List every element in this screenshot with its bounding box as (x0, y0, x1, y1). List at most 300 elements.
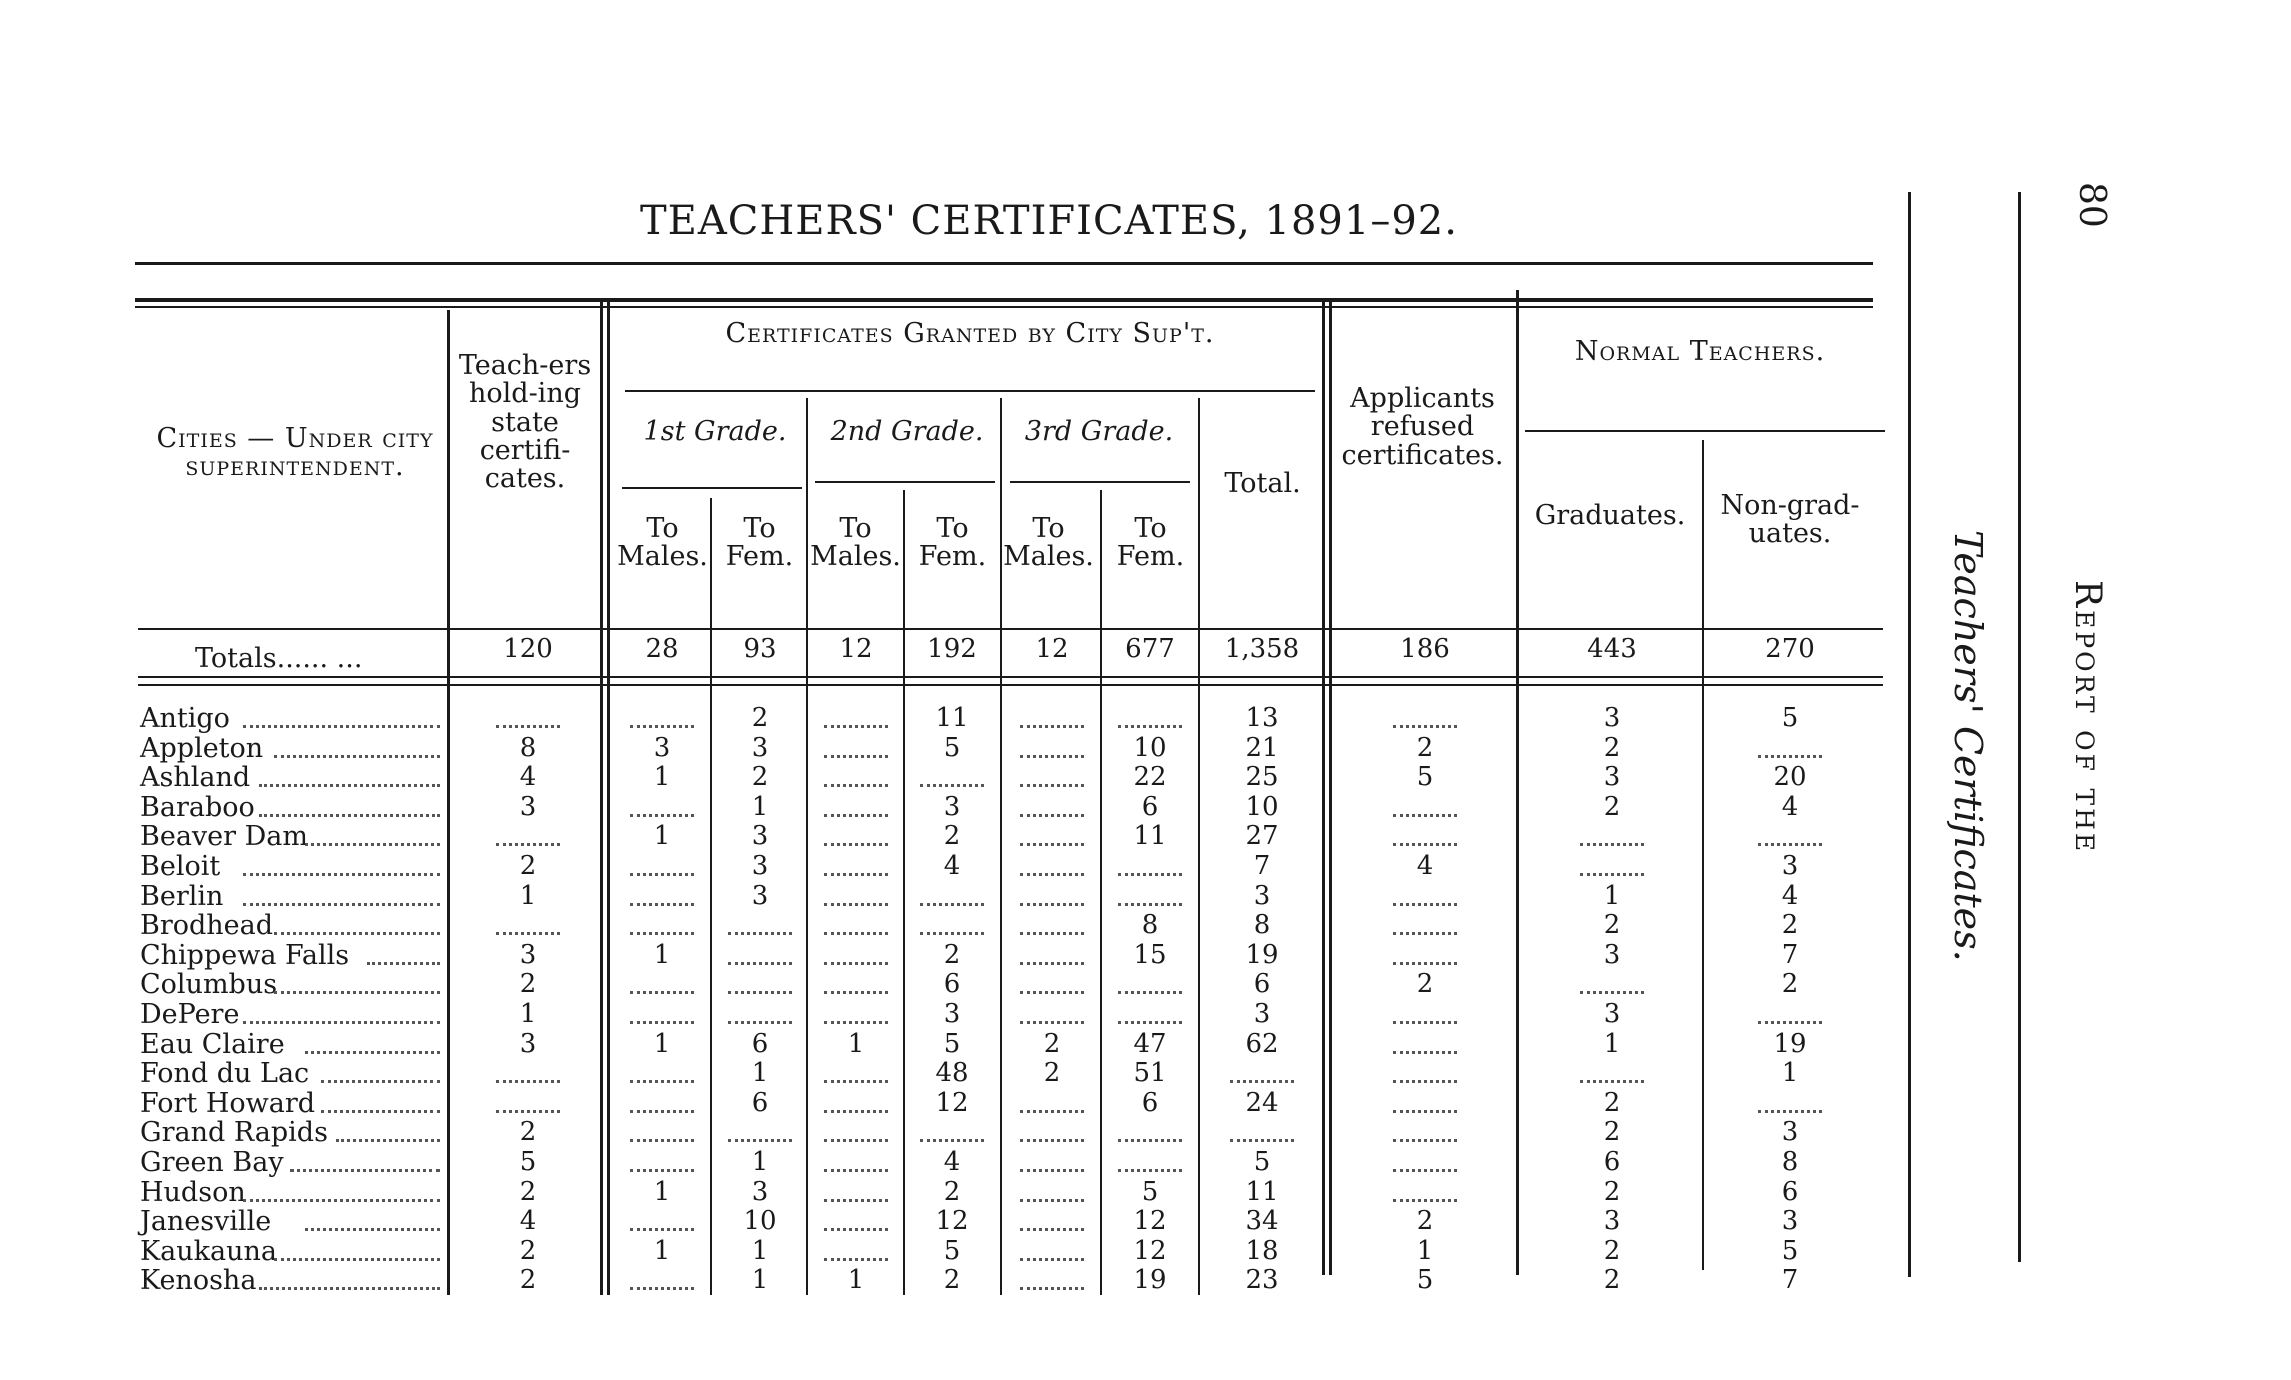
cell-g1-males: 1 (653, 1176, 671, 1207)
cell-state-certs: 2 (519, 1117, 537, 1148)
cell-graduates: 2 (1603, 1117, 1621, 1148)
empty-cell (920, 784, 984, 787)
empty-cell (1020, 1110, 1084, 1113)
empty-cell (630, 725, 694, 728)
empty-cell (1020, 843, 1084, 846)
cell-refused: 2 (1416, 969, 1434, 1000)
cell-g1-males: 1 (653, 821, 671, 852)
empty-cell (824, 1110, 888, 1113)
cell-g3-fem: 51 (1133, 1058, 1167, 1089)
empty-cell (496, 1080, 560, 1083)
cell-g2-fem: 3 (943, 999, 961, 1029)
header-certificates-granted: Certificates Granted by City Sup't. (725, 318, 1215, 349)
leader-dots (259, 784, 441, 787)
leader-dots (321, 1110, 441, 1113)
cell-g2-fem: 12 (935, 1087, 969, 1118)
cell-graduates: 2 (1603, 1265, 1621, 1296)
empty-cell (824, 991, 888, 994)
empty-cell (1118, 1169, 1182, 1172)
leader-dots (274, 755, 440, 758)
empty-cell (1580, 1080, 1644, 1083)
empty-cell (824, 932, 888, 935)
cell-g1-fem: 3 (751, 851, 769, 881)
city-name: Chippewa Falls (140, 939, 350, 971)
cell-non-graduates: 5 (1781, 703, 1799, 733)
empty-cell (1393, 932, 1457, 935)
vline-9b (1329, 300, 1332, 1275)
totals-non-graduates: 270 (1765, 634, 1815, 664)
cell-total: 3 (1253, 999, 1271, 1029)
cell-g2-fem: 48 (935, 1058, 969, 1089)
cell-graduates: 3 (1603, 1206, 1621, 1237)
cell-refused: 1 (1416, 1235, 1434, 1266)
cell-total: 6 (1253, 969, 1271, 1000)
cell-graduates: 1 (1603, 1028, 1621, 1059)
rule-under-normal (1525, 430, 1885, 432)
cell-total: 34 (1245, 1206, 1279, 1237)
cell-graduates: 2 (1603, 1235, 1621, 1266)
cell-non-graduates: 7 (1781, 939, 1799, 970)
empty-cell (1020, 725, 1084, 728)
cell-total: 11 (1245, 1176, 1279, 1207)
cell-graduates: 3 (1603, 703, 1621, 733)
empty-cell (630, 873, 694, 876)
empty-cell (728, 962, 792, 965)
cell-g2-fem: 11 (935, 703, 969, 733)
cell-total: 21 (1245, 732, 1279, 763)
city-name: Ashland (140, 762, 251, 794)
cell-total: 23 (1245, 1265, 1279, 1296)
empty-cell (1393, 962, 1457, 965)
header-graduates: Graduates. (1534, 500, 1686, 531)
cell-state-certs: 1 (519, 880, 537, 911)
empty-cell (1393, 903, 1457, 906)
vline-8 (1198, 398, 1200, 1295)
cell-g1-males: 1 (653, 1028, 671, 1059)
cell-g1-fem: 1 (751, 791, 769, 822)
empty-cell (1580, 991, 1644, 994)
cell-g1-males: 1 (653, 762, 671, 793)
empty-cell (1393, 1139, 1457, 1142)
rule-under-grade1 (622, 487, 802, 489)
vline-5 (903, 490, 905, 1295)
cell-refused: 5 (1416, 762, 1434, 793)
leader-dots (367, 962, 440, 965)
city-name: Berlin (140, 880, 224, 912)
totals-refused: 186 (1400, 634, 1450, 664)
leader-dots (259, 814, 441, 817)
header-teachers-state: Teach-ers hold-ing state certifi-cates. (458, 350, 592, 495)
empty-cell (1020, 991, 1084, 994)
empty-cell (1020, 1199, 1084, 1202)
city-name: DePere (140, 999, 240, 1030)
cell-non-graduates: 2 (1781, 969, 1799, 1000)
cell-non-graduates: 2 (1781, 910, 1799, 941)
cell-graduates: 2 (1603, 910, 1621, 941)
leader-dots (305, 843, 440, 846)
empty-cell (824, 843, 888, 846)
cell-graduates: 2 (1603, 732, 1621, 763)
leader-dots (243, 1021, 440, 1024)
empty-cell (1393, 814, 1457, 817)
cell-g2-fem: 4 (943, 1147, 961, 1177)
vline-2b (607, 300, 610, 1295)
empty-cell (1118, 903, 1182, 906)
cell-total: 25 (1245, 762, 1279, 793)
leader-dots (336, 1139, 440, 1142)
empty-cell (1393, 1199, 1457, 1202)
empty-cell (824, 814, 888, 817)
leader-dots (290, 1169, 441, 1172)
cell-state-certs: 4 (519, 762, 537, 793)
cell-g2-fem: 2 (943, 939, 961, 970)
empty-cell (824, 1080, 888, 1083)
empty-cell (630, 903, 694, 906)
cell-total: 19 (1245, 939, 1279, 970)
empty-cell (630, 1169, 694, 1172)
cell-g2-fem: 6 (943, 969, 961, 1000)
cell-g3-fem: 8 (1141, 910, 1159, 941)
rule-below-totals-2 (138, 684, 1883, 686)
empty-cell (824, 755, 888, 758)
empty-cell (496, 725, 560, 728)
totals-label: Totals...... ... (195, 643, 363, 674)
leader-dots (259, 1287, 441, 1290)
cell-g1-fem: 1 (751, 1235, 769, 1266)
vline-11 (1702, 440, 1704, 1270)
city-name: Beaver Dam (140, 821, 308, 853)
header-g3-males: To Males. (1003, 513, 1094, 573)
cell-non-graduates: 20 (1773, 762, 1807, 793)
empty-cell (824, 1139, 888, 1142)
empty-cell (824, 1199, 888, 1202)
page-number: 80 (2071, 182, 2112, 228)
running-title: Teachers' Certificates. (1946, 530, 1990, 962)
cell-g1-fem: 3 (751, 880, 769, 911)
cell-non-graduates: 6 (1781, 1176, 1799, 1207)
report-header: Report of the (2067, 580, 2108, 855)
empty-cell (1758, 1021, 1822, 1024)
cell-g1-fem: 3 (751, 732, 769, 763)
top-rule (135, 262, 1873, 265)
cell-non-graduates: 4 (1781, 880, 1799, 911)
empty-cell (1020, 962, 1084, 965)
empty-cell (496, 843, 560, 846)
rule-above-totals (138, 628, 1883, 630)
header-normal-teachers: Normal Teachers. (1574, 336, 1826, 367)
cell-g3-males: 2 (1043, 1028, 1061, 1059)
cell-graduates: 3 (1603, 762, 1621, 793)
cell-g1-fem: 2 (751, 762, 769, 793)
empty-cell (630, 1110, 694, 1113)
cell-g2-fem: 5 (943, 1028, 961, 1059)
cell-g2-fem: 12 (935, 1206, 969, 1237)
rule-under-granted (625, 390, 1315, 392)
empty-cell (630, 1287, 694, 1290)
cell-g1-fem: 3 (751, 821, 769, 852)
rule-under-grade2 (815, 481, 995, 483)
cell-non-graduates: 7 (1781, 1265, 1799, 1296)
empty-cell (1020, 903, 1084, 906)
cell-refused: 2 (1416, 732, 1434, 763)
header-g1-fem: To Fem. (725, 513, 794, 573)
city-name: Columbus (140, 969, 278, 1001)
cell-state-certs: 3 (519, 791, 537, 822)
cell-non-graduates: 8 (1781, 1147, 1799, 1177)
cell-graduates: 3 (1603, 939, 1621, 970)
cell-graduates: 6 (1603, 1147, 1621, 1177)
empty-cell (1393, 1051, 1457, 1054)
empty-cell (1393, 725, 1457, 728)
header-refused: Applicants refused certificates. (1341, 383, 1504, 471)
leader-dots (321, 1080, 441, 1083)
city-name: Eau Claire (140, 1028, 285, 1060)
empty-cell (1020, 1139, 1084, 1142)
empty-cell (920, 903, 984, 906)
city-name: Green Bay (140, 1147, 284, 1178)
empty-cell (1020, 1228, 1084, 1231)
totals-total: 1,358 (1224, 634, 1300, 664)
empty-cell (630, 1080, 694, 1083)
empty-cell (630, 814, 694, 817)
cell-g3-fem: 10 (1133, 732, 1167, 763)
cell-g2-fem: 2 (943, 821, 961, 852)
leader-dots (305, 1051, 440, 1054)
empty-cell (1393, 1080, 1457, 1083)
empty-cell (1020, 814, 1084, 817)
empty-cell (824, 1228, 888, 1231)
empty-cell (1580, 873, 1644, 876)
cell-graduates: 2 (1603, 1176, 1621, 1207)
vline-1 (447, 310, 450, 1295)
empty-cell (1393, 1021, 1457, 1024)
empty-cell (728, 932, 792, 935)
cell-state-certs: 2 (519, 851, 537, 881)
vline-9 (1322, 300, 1325, 1275)
cell-g1-fem: 1 (751, 1265, 769, 1296)
city-name: Fort Howard (140, 1087, 316, 1119)
header-non-graduates: Non-grad-uates. (1720, 490, 1860, 550)
vline-7 (1100, 490, 1102, 1295)
cell-g3-fem: 47 (1133, 1028, 1167, 1059)
empty-cell (824, 1169, 888, 1172)
cell-state-certs: 2 (519, 1176, 537, 1207)
empty-cell (920, 932, 984, 935)
cell-g3-fem: 12 (1133, 1206, 1167, 1237)
cell-g2-fem: 5 (943, 732, 961, 763)
vline-2 (600, 300, 603, 1295)
empty-cell (1393, 1110, 1457, 1113)
header-g3-fem: To Fem. (1116, 513, 1185, 573)
empty-cell (1758, 1110, 1822, 1113)
empty-cell (728, 991, 792, 994)
empty-cell (630, 991, 694, 994)
header-grade2: 2nd Grade. (830, 416, 984, 447)
leader-dots (274, 1258, 440, 1261)
cell-g1-fem: 6 (751, 1087, 769, 1118)
cell-total: 8 (1253, 910, 1271, 941)
cell-g3-fem: 6 (1141, 791, 1159, 822)
cell-state-certs: 2 (519, 1235, 537, 1266)
totals-graduates: 443 (1587, 634, 1637, 664)
empty-cell (1758, 755, 1822, 758)
vline-10 (1516, 290, 1519, 1275)
city-name: Appleton (140, 732, 264, 764)
cell-g1-fem: 10 (743, 1206, 777, 1237)
totals-g2-fem: 192 (927, 634, 977, 664)
cell-g1-males: 3 (653, 732, 671, 763)
leader-dots (243, 725, 440, 728)
vline-4 (806, 398, 808, 1295)
header-total: Total. (1224, 468, 1301, 499)
cell-g3-fem: 6 (1141, 1087, 1159, 1118)
cell-total: 18 (1245, 1235, 1279, 1266)
right-margin-rule-1 (1908, 192, 1911, 1277)
rule-under-grade3 (1010, 481, 1190, 483)
cell-non-graduates: 3 (1781, 1117, 1799, 1148)
cell-g1-fem: 6 (751, 1028, 769, 1059)
header-g2-males: To Males. (810, 513, 901, 573)
empty-cell (630, 932, 694, 935)
empty-cell (1020, 755, 1084, 758)
cell-g3-fem: 5 (1141, 1176, 1159, 1207)
cell-g2-males: 1 (847, 1265, 865, 1296)
cell-total: 5 (1253, 1147, 1271, 1177)
cell-total: 10 (1245, 791, 1279, 822)
empty-cell (1118, 1139, 1182, 1142)
empty-cell (1118, 991, 1182, 994)
empty-cell (1020, 873, 1084, 876)
empty-cell (920, 1139, 984, 1142)
empty-cell (496, 1110, 560, 1113)
leader-dots (243, 873, 440, 876)
cell-non-graduates: 19 (1773, 1028, 1807, 1059)
empty-cell (1020, 1287, 1084, 1290)
empty-cell (1118, 873, 1182, 876)
city-name: Brodhead (140, 910, 274, 942)
empty-cell (1230, 1139, 1294, 1142)
empty-cell (824, 903, 888, 906)
cell-g3-fem: 15 (1133, 939, 1167, 970)
cell-non-graduates: 1 (1781, 1058, 1799, 1089)
totals-g3-fem: 677 (1125, 634, 1175, 664)
empty-cell (1020, 1021, 1084, 1024)
empty-cell (496, 932, 560, 935)
cell-refused: 2 (1416, 1206, 1434, 1237)
cell-g2-fem: 3 (943, 791, 961, 822)
cell-refused: 4 (1416, 851, 1434, 881)
header-cities: Cities — Under city superintendent. (156, 423, 434, 483)
vline-3 (710, 498, 712, 1295)
cell-total: 62 (1245, 1028, 1279, 1059)
empty-cell (728, 1021, 792, 1024)
totals-g3-males: 12 (1035, 634, 1069, 664)
cell-total: 13 (1245, 703, 1279, 733)
cell-g1-males: 1 (653, 939, 671, 970)
cell-non-graduates: 4 (1781, 791, 1799, 822)
cell-total: 7 (1253, 851, 1271, 881)
empty-cell (824, 1021, 888, 1024)
empty-cell (824, 725, 888, 728)
empty-cell (728, 1139, 792, 1142)
empty-cell (630, 1021, 694, 1024)
cell-graduates: 1 (1603, 880, 1621, 911)
leader-dots (274, 932, 440, 935)
empty-cell (1020, 1169, 1084, 1172)
city-name: Janesville (140, 1206, 272, 1238)
leader-dots (243, 1199, 440, 1202)
empty-cell (630, 1228, 694, 1231)
cell-g2-fem: 2 (943, 1265, 961, 1296)
cell-graduates: 2 (1603, 1087, 1621, 1118)
totals-g1-fem: 93 (743, 634, 777, 664)
totals-g1-males: 28 (645, 634, 679, 664)
cell-g1-fem: 1 (751, 1058, 769, 1089)
empty-cell (824, 873, 888, 876)
cell-g3-fem: 12 (1133, 1235, 1167, 1266)
header-g2-fem: To Fem. (918, 513, 987, 573)
cell-state-certs: 4 (519, 1206, 537, 1237)
cell-non-graduates: 3 (1781, 1206, 1799, 1237)
cell-state-certs: 8 (519, 732, 537, 763)
city-name: Fond du Lac (140, 1058, 310, 1090)
cell-g2-males: 1 (847, 1028, 865, 1059)
header-grade1: 1st Grade. (643, 416, 787, 447)
empty-cell (824, 1258, 888, 1261)
leader-dots (243, 903, 440, 906)
cell-non-graduates: 5 (1781, 1235, 1799, 1266)
empty-cell (1118, 1021, 1182, 1024)
city-name: Kaukauna (140, 1235, 277, 1267)
page-title: TEACHERS' CERTIFICATES, 1891–92. (640, 198, 1458, 244)
empty-cell (824, 962, 888, 965)
cell-g1-fem: 3 (751, 1176, 769, 1207)
cell-g2-fem: 2 (943, 1176, 961, 1207)
totals-g2-males: 12 (839, 634, 873, 664)
city-name: Kenosha (140, 1265, 257, 1297)
top-rule-3 (135, 306, 1873, 308)
header-g1-males: To Males. (617, 513, 708, 573)
cell-refused: 5 (1416, 1265, 1434, 1296)
vline-6 (1000, 398, 1002, 1295)
city-name: Grand Rapids (140, 1117, 328, 1149)
cell-g3-fem: 22 (1133, 762, 1167, 793)
leader-dots (274, 991, 440, 994)
cell-state-certs: 3 (519, 1028, 537, 1059)
cell-graduates: 3 (1603, 999, 1621, 1029)
empty-cell (1020, 932, 1084, 935)
cell-state-certs: 2 (519, 969, 537, 1000)
empty-cell (1580, 843, 1644, 846)
empty-cell (630, 1139, 694, 1142)
top-rule-2 (135, 298, 1873, 302)
empty-cell (1118, 725, 1182, 728)
cell-g3-fem: 19 (1133, 1265, 1167, 1296)
cell-g2-fem: 4 (943, 851, 961, 881)
cell-g3-males: 2 (1043, 1058, 1061, 1089)
empty-cell (824, 784, 888, 787)
right-margin-rule-2 (2018, 192, 2021, 1262)
city-name: Baraboo (140, 791, 255, 823)
header-grade3: 3rd Grade. (1024, 416, 1174, 447)
cell-total: 27 (1245, 821, 1279, 852)
cell-g1-males: 1 (653, 1235, 671, 1266)
cell-state-certs: 3 (519, 939, 537, 970)
cell-non-graduates: 3 (1781, 851, 1799, 881)
leader-dots (305, 1228, 440, 1231)
empty-cell (1230, 1080, 1294, 1083)
cell-g1-fem: 2 (751, 703, 769, 733)
